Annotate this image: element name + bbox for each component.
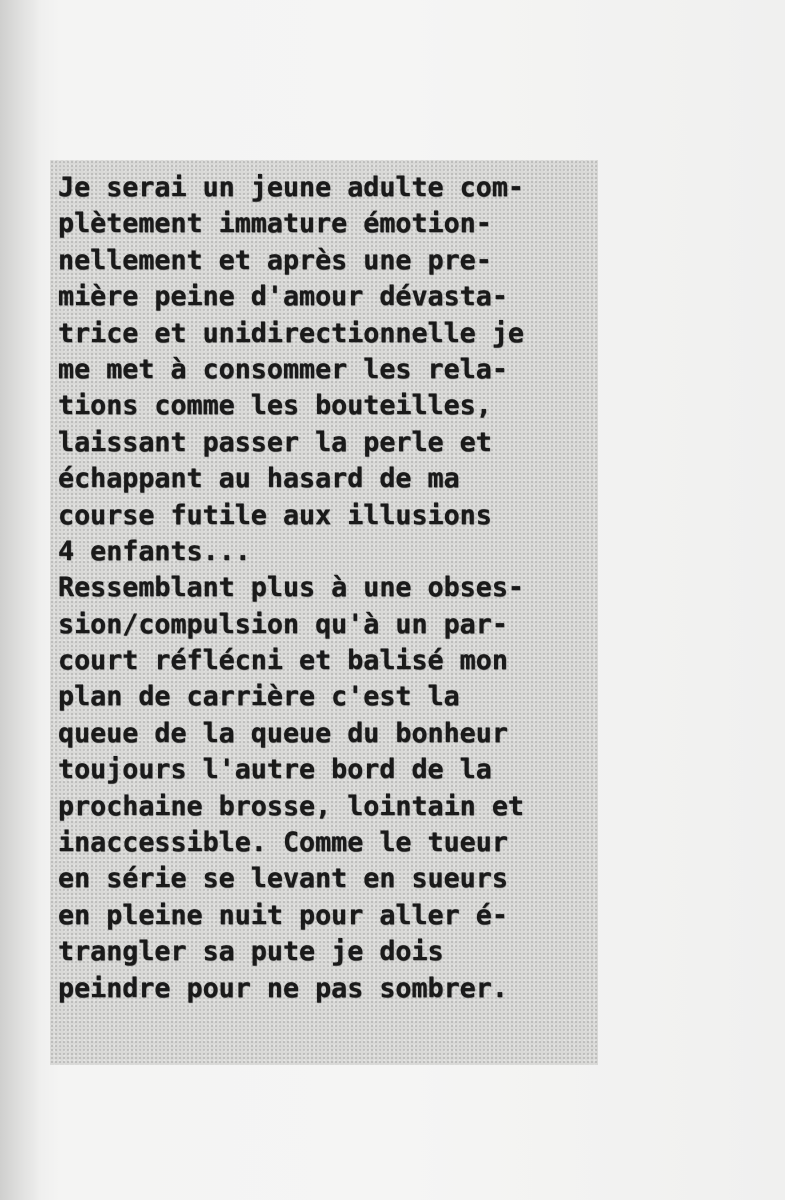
text-line-14: court réflécni et balisé mon: [58, 645, 508, 677]
text-line-5: trice et unidirectionnelle je: [58, 317, 524, 349]
typewritten-paragraph: [58, 170, 598, 1007]
text-line-11: 4 enfants...: [58, 535, 251, 567]
text-line-15: plan de carrière c'est la: [58, 681, 460, 713]
page-gutter-shadow: [0, 0, 40, 1200]
text-line-21: en pleine nuit pour aller é-: [58, 899, 508, 931]
text-line-16: queue de la queue du bonheur: [58, 717, 508, 749]
text-line-23: peindre pour ne pas sombrer.: [58, 972, 508, 1004]
text-line-18: prochaine brosse, lointain et: [58, 790, 524, 822]
text-line-6: me met à consommer les rela-: [58, 353, 508, 385]
text-line-1: Je serai un jeune adulte com-: [58, 172, 524, 203]
text-line-20: en série se levant en sueurs: [58, 863, 508, 895]
text-line-9: échappant au hasard de ma: [58, 463, 460, 495]
text-line-3: nellement et après une pre-: [58, 244, 492, 276]
text-line-13: sion/compulsion qu'à un par-: [58, 608, 508, 640]
text-line-12: Ressemblant plus à une obses-: [58, 572, 524, 604]
text-line-4: mière peine d'amour dévasta-: [58, 281, 508, 313]
text-line-8: laissant passer la perle et: [58, 426, 492, 458]
text-line-19: inaccessible. Comme le tueur: [58, 827, 508, 859]
text-line-10: course futile aux illusions: [58, 499, 492, 531]
text-line-17: toujours l'autre bord de la: [58, 754, 492, 786]
text-line-2: plètement immature émotion-: [58, 208, 492, 240]
text-line-22: trangler sa pute je dois: [58, 936, 444, 968]
text-line-7: tions comme les bouteilles,: [58, 390, 492, 422]
